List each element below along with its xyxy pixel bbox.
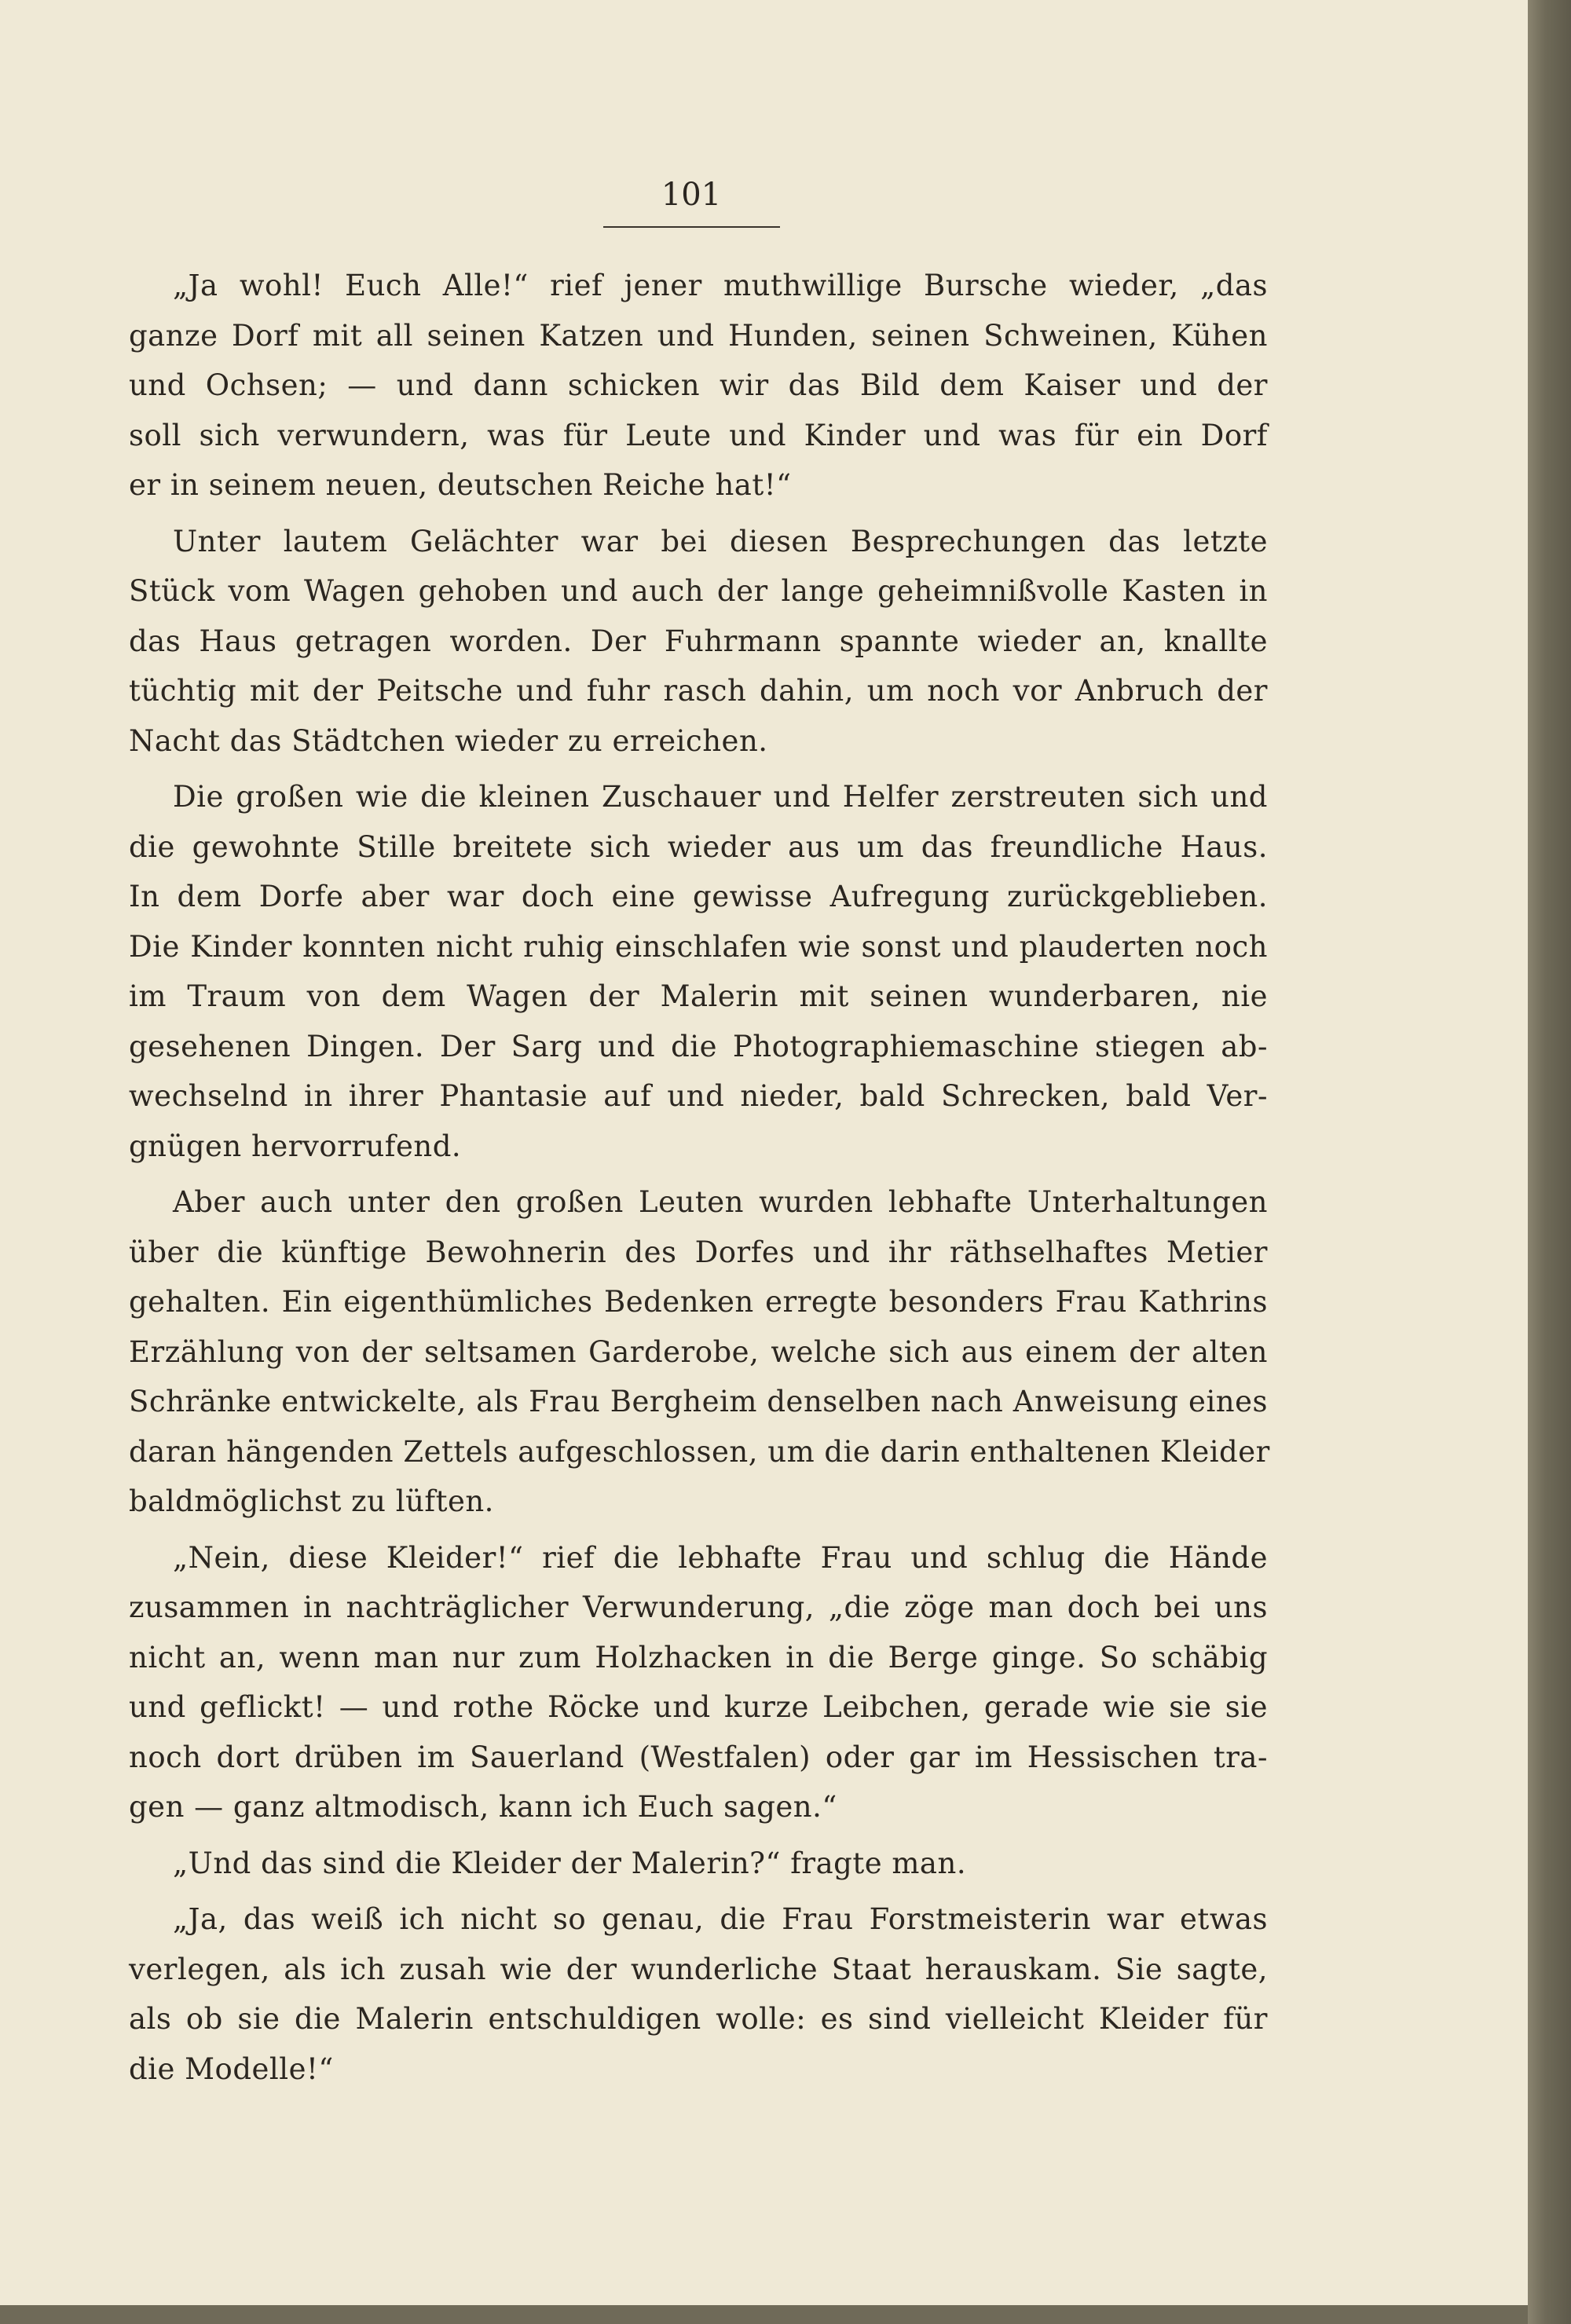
text-line: über die künftige Bewohnerin des Dorfes und ihr räthselhaftes Metier <box>129 1235 1268 1269</box>
text-line: Nacht das Städtchen wieder zu erreichen. <box>129 723 768 758</box>
text-line: „Nein, diese Kleider!“ rief die lebhafte Frau und schlug die Hände <box>173 1540 1268 1575</box>
paragraph <box>129 1533 1268 1832</box>
text-line: „Und das sind die Kleider der Malerin?“ fragte man. <box>173 1846 967 1880</box>
text-line: gehalten. Ein eigenthümliches Bedenken erregte besonders Frau Kathrins <box>129 1285 1268 1319</box>
header-rule <box>603 226 780 228</box>
text-line: die gewohnte Stille breitete sich wieder aus um das freundliche Haus. <box>129 829 1268 864</box>
text-line: und Ochsen; — und dann schicken wir das Bild dem Kaiser und der <box>129 368 1268 402</box>
text-line: noch dort drüben im Sauerland (Westfalen) oder gar im Hessischen tra- <box>129 1740 1268 1774</box>
paragraph <box>129 1839 1268 1889</box>
text-line: nicht an, wenn man nur zum Holzhacken in die Berge ginge. So schäbig <box>129 1640 1268 1674</box>
text-line: und geflickt! — und rothe Röcke und kurze Leibchen, gerade wie sie sie <box>129 1690 1268 1724</box>
text-line: die Modelle!“ <box>129 2051 334 2086</box>
text-line: Stück vom Wagen gehoben und auch der lange geheimnißvolle Kasten in <box>129 574 1268 608</box>
text-line: gesehenen Dingen. Der Sarg und die Photographiemaschine stiegen ab- <box>129 1029 1268 1063</box>
text-line: baldmöglichst zu lüften. <box>129 1484 494 1518</box>
text-line: Erzählung von der seltsamen Garderobe, welche sich aus einem der alten <box>129 1334 1268 1369</box>
text-line: daran hängenden Zettels aufgeschlossen, um die darin enthaltenen Kleider <box>129 1434 1270 1469</box>
body-text <box>129 261 1268 2100</box>
text-line: soll sich verwundern, was für Leute und Kinder und was für ein Dorf <box>129 418 1268 452</box>
paragraph <box>129 261 1268 511</box>
text-line: er in seinem neuen, deutschen Reiche hat!“ <box>129 468 792 502</box>
text-line: gen — ganz altmodisch, kann ich Euch sagen.“ <box>129 1790 837 1824</box>
paragraph <box>129 1177 1268 1527</box>
text-line: „Ja, das weiß ich nicht so genau, die Frau Forstmeisterin war etwas <box>173 1902 1268 1936</box>
paragraph <box>129 772 1268 1171</box>
paragraph <box>129 1894 1268 2094</box>
text-line: zusammen in nachträglicher Verwunderung, „die zöge man doch bei uns <box>129 1590 1268 1624</box>
paragraph <box>129 517 1268 767</box>
text-line: Aber auch unter den großen Leuten wurden lebhafte Unterhaltungen <box>173 1185 1268 1219</box>
text-line: gnügen hervorrufend. <box>129 1129 462 1163</box>
text-line: das Haus getragen worden. Der Fuhrmann spannte wieder an, knallte <box>129 624 1268 658</box>
text-line: verlegen, als ich zusah wie der wunderliche Staat herauskam. Sie sagte, <box>129 1952 1268 1986</box>
text-line: Schränke entwickelte, als Frau Bergheim denselben nach Anweisung eines <box>129 1385 1268 1418</box>
text-line: im Traum von dem Wagen der Malerin mit seinen wunderbaren, nie <box>129 979 1268 1013</box>
text-line: wechselnd in ihrer Phantasie auf und nieder, bald Schrecken, bald Ver- <box>129 1079 1268 1113</box>
page-number: 101 <box>661 177 722 213</box>
text-line: ganze Dorf mit all seinen Katzen und Hunden, seinen Schweinen, Kühen <box>129 318 1268 353</box>
text-line: Unter lautem Gelächter war bei diesen Besprechungen das letzte <box>173 524 1268 558</box>
text-line: Die großen wie die kleinen Zuschauer und Helfer zerstreuten sich und <box>173 780 1268 814</box>
book-edge-bottom <box>0 2305 1528 2324</box>
text-line: tüchtig mit der Peitsche und fuhr rasch dahin, um noch vor Anbruch der <box>129 674 1268 708</box>
book-edge-right <box>1528 0 1571 2324</box>
text-line: als ob sie die Malerin entschuldigen wolle: es sind vielleicht Kleider für <box>129 2002 1268 2036</box>
text-line: In dem Dorfe aber war doch eine gewisse Aufregung zurückgeblieben. <box>129 880 1268 913</box>
text-line: Die Kinder konnten nicht ruhig einschlafen wie sonst und plauderten noch <box>129 929 1268 964</box>
text-line: „Ja wohl! Euch Alle!“ rief jener muthwillige Bursche wieder, „das <box>173 269 1268 302</box>
